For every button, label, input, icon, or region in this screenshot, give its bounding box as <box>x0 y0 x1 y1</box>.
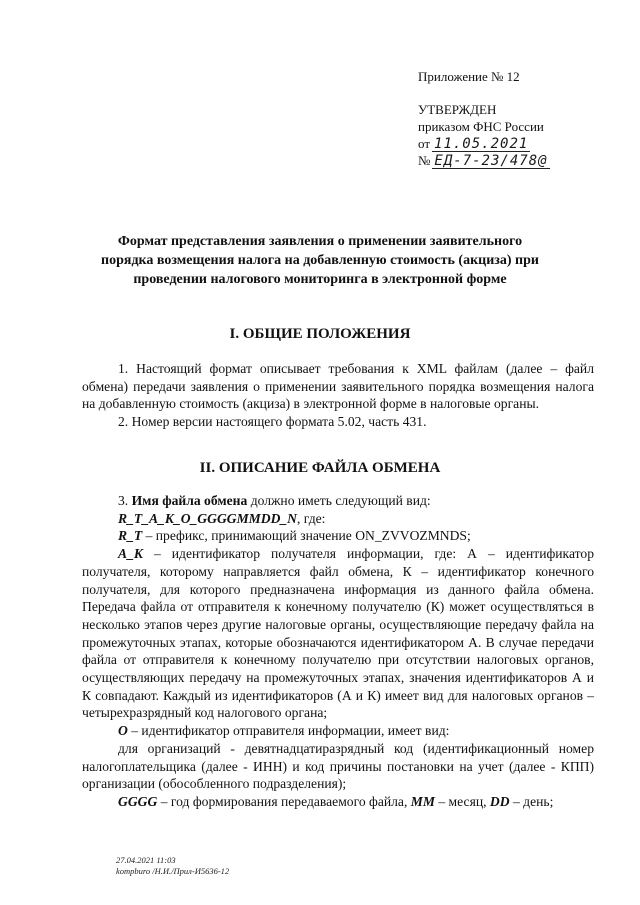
rt-text: – префикс, принимающий значение ON_ZVVOZMNDS; <box>145 528 471 544</box>
paragraph-1: 1. Настоящий формат описывает требования к XML файлам (далее – файл обмена) передачи заявления о применении заявительного порядка возмещения налога на добавленную стоимость (акциза) в электронной форме в налоговые органы. <box>82 361 594 412</box>
title-line-3: проведении налогового мониторинга в электронной форме <box>133 272 507 287</box>
file-name-pattern <box>82 510 594 528</box>
section-2-heading: II. ОПИСАНИЕ ФАЙЛА ОБМЕНА <box>199 460 441 476</box>
pattern-suffix: , где: <box>297 510 326 526</box>
paragraph-3-text: должно иметь следующий вид: <box>250 493 431 508</box>
pattern-code: R_T_A_K_O_GGGGMMDD_N <box>118 510 297 526</box>
date-definition <box>82 793 594 811</box>
order-line: приказом ФНС России <box>418 119 544 134</box>
dd-code: DD <box>489 793 510 809</box>
dd-text: – день; <box>512 793 554 809</box>
section-1-body <box>82 360 594 431</box>
ak-code: A_K <box>118 546 143 562</box>
date-prefix: от <box>418 136 431 151</box>
print-footer <box>116 855 229 877</box>
order-date: 11.05.2021 <box>434 136 529 152</box>
ak-definition <box>82 545 594 722</box>
approval-block <box>418 68 550 169</box>
title-line-2: порядка возмещения налога на добавленную стоимость (акциза) при <box>101 253 539 268</box>
rt-code: R_T <box>118 528 143 544</box>
document-title <box>80 232 560 289</box>
o-text: – идентификатор отправителя информации, имеет вид: <box>131 723 450 739</box>
rt-definition <box>82 527 594 545</box>
paragraph-3 <box>82 492 594 510</box>
approved-label: УТВЕРЖДЕН <box>418 102 497 117</box>
mm-text: – месяц, <box>438 793 487 809</box>
order-number: ЕД-7-23/478@ <box>434 153 548 169</box>
paragraph-2: 2. Номер версии настоящего формата 5.02, часть 431. <box>118 414 427 430</box>
print-reference: kompburo /Н.И./Прил-И5636-12 <box>116 866 230 876</box>
paragraph-3-number: 3. <box>118 493 129 508</box>
file-name-term: Имя файла обмена <box>131 493 248 508</box>
gggg-text: – год формирования передаваемого файла, <box>160 793 408 809</box>
section-1-heading: I. ОБЩИЕ ПОЛОЖЕНИЯ <box>229 326 411 342</box>
organizations-definition: для организаций - девятнадцатиразрядный код (идентификационный номер налогоплательщика (далее - ИНН) и код причины постановки на учет (далее - КПП) организации (обособленного подразделения); <box>82 740 594 792</box>
mm-code: MM <box>410 793 435 809</box>
order-date-line <box>418 135 550 152</box>
ak-text: – идентификатор получателя информации, где: А – идентификатор получателя, которому направляется файл обмена, К – идентификатор конечного получателя, для которого предназначена информация из данного файла обмена. Передача файла от отправителя к конечному получателю (К) может осуществляться в несколько этапов через другие налоговые органы, осуществляющие передачу файла на промежуточных этапах, которые обозначаются идентификатором А. В случае передачи файла от отправителя к конечному получателю при отсутствии налоговых органов, осуществляющих передачу на промежуточных этапах, значения идентификаторов А и К совпадают. Каждый из идентификаторов (А и К) имеет вид для налоговых органов – четырехразрядный код налогового органа; <box>82 546 594 721</box>
number-prefix: № <box>418 153 431 168</box>
print-timestamp: 27.04.2021 11:03 <box>116 855 176 865</box>
gggg-code: GGGG <box>118 793 158 809</box>
order-number-line <box>418 152 550 169</box>
appendix-number: Приложение № 12 <box>418 69 520 84</box>
section-2-body <box>82 492 594 811</box>
title-line-1: Формат представления заявления о применении заявительного <box>117 234 523 249</box>
o-code: O <box>118 723 128 739</box>
o-definition <box>82 722 594 740</box>
